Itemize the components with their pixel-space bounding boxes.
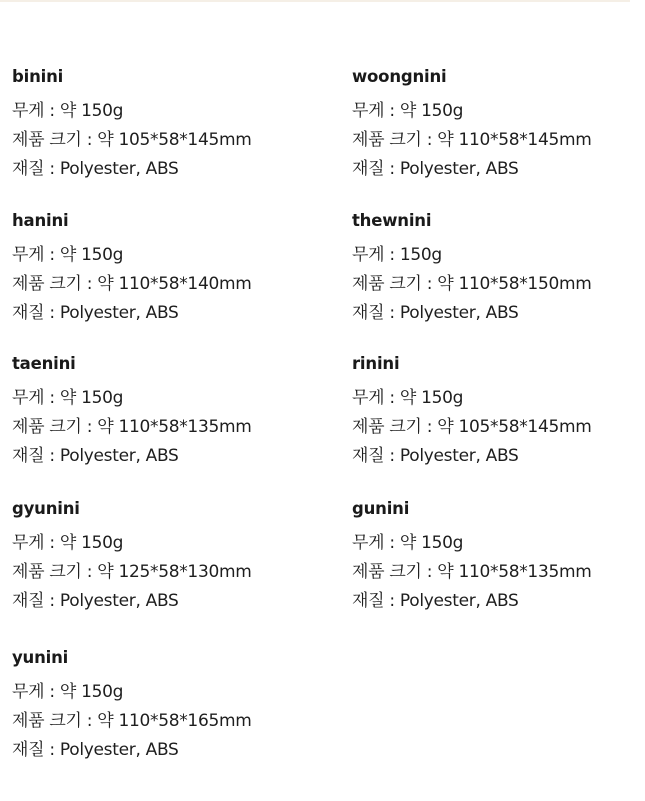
product-material: 재질 : Polyester, ABS [12, 591, 179, 611]
product-material: 재질 : Polyester, ABS [12, 159, 179, 179]
product-name: thewnini [352, 211, 432, 230]
product-name: gunini [352, 499, 410, 518]
product-weight: 무게 : 약 150g [12, 245, 124, 265]
product-weight: 무게 : 약 150g [12, 682, 124, 702]
product-material: 재질 : Polyester, ABS [352, 159, 519, 179]
product-name: hanini [12, 211, 69, 230]
product-weight: 무게 : 약 150g [12, 388, 124, 408]
product-name: binini [12, 67, 64, 86]
product-size: 제품 크기 : 약 110*58*150mm [352, 274, 592, 294]
product-material: 재질 : Polyester, ABS [12, 303, 179, 323]
product-material: 재질 : Polyester, ABS [352, 591, 519, 611]
product-name: yunini [12, 648, 69, 667]
product-size: 제품 크기 : 약 110*58*135mm [352, 562, 592, 582]
product-size: 제품 크기 : 약 110*58*165mm [12, 711, 252, 731]
product-size: 제품 크기 : 약 110*58*135mm [12, 417, 252, 437]
product-material: 재질 : Polyester, ABS [352, 303, 519, 323]
product-material: 재질 : Polyester, ABS [12, 446, 179, 466]
product-material: 재질 : Polyester, ABS [12, 740, 179, 760]
product-weight: 무게 : 약 150g [12, 533, 124, 553]
product-size: 제품 크기 : 약 105*58*145mm [352, 417, 592, 437]
product-weight: 무게 : 150g [352, 245, 442, 265]
product-weight: 무게 : 약 150g [352, 533, 464, 553]
product-size: 제품 크기 : 약 110*58*140mm [12, 274, 252, 294]
product-name: gyunini [12, 499, 80, 518]
product-size: 제품 크기 : 약 125*58*130mm [12, 562, 252, 582]
top-divider [0, 0, 630, 2]
product-material: 재질 : Polyester, ABS [352, 446, 519, 466]
product-name: woongnini [352, 67, 447, 86]
product-size: 제품 크기 : 약 105*58*145mm [12, 130, 252, 150]
product-weight: 무게 : 약 150g [352, 388, 464, 408]
product-name: taenini [12, 354, 76, 373]
product-size: 제품 크기 : 약 110*58*145mm [352, 130, 592, 150]
product-weight: 무게 : 약 150g [352, 101, 464, 121]
product-name: rinini [352, 354, 400, 373]
product-weight: 무게 : 약 150g [12, 101, 124, 121]
